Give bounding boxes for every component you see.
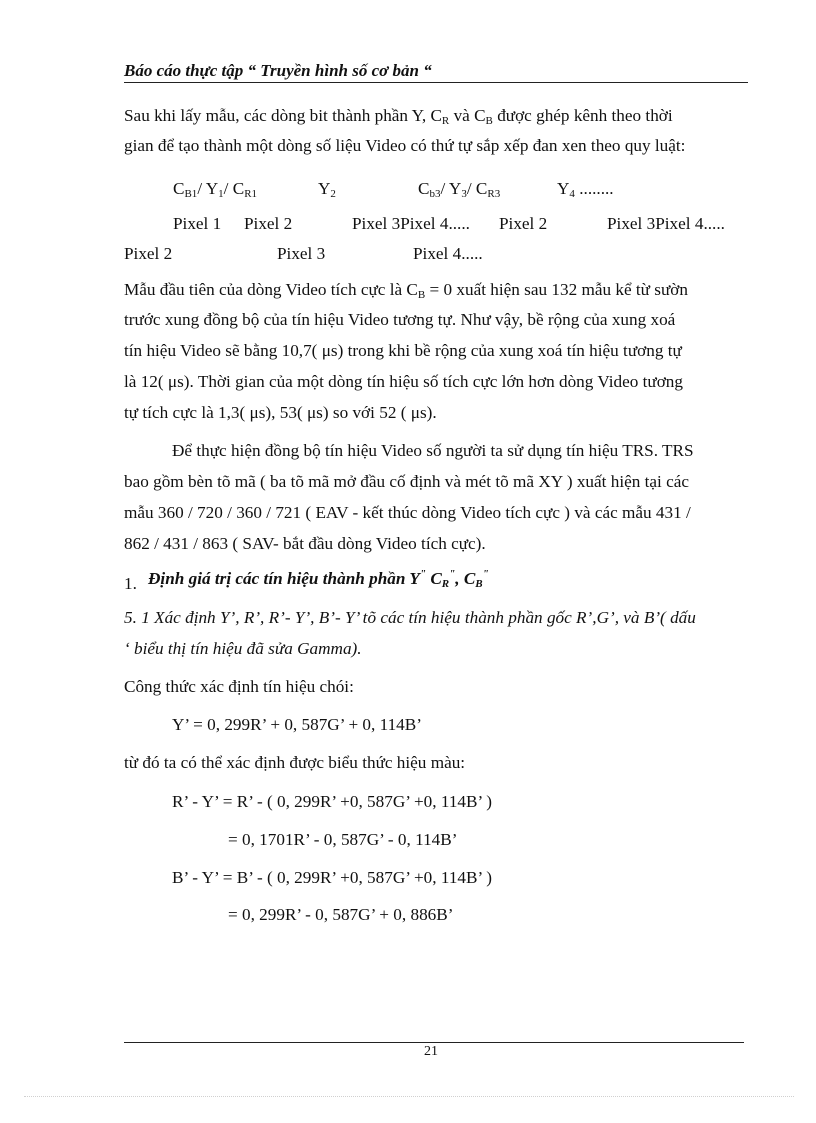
pixel-label: Pixel 1 xyxy=(173,214,222,233)
paragraph-1-line-3: tín hiệu Video sẽ bằng 10,7( μs) trong khi bề rộng của xung xoá tín hiệu tương tự xyxy=(124,341,682,360)
sequence-item-2 xyxy=(318,178,336,200)
pixel-label: Pixel 3 xyxy=(277,244,326,263)
running-header: Báo cáo thực tập “ Truyền hình số cơ bản “ xyxy=(124,61,432,80)
text-run: C xyxy=(173,179,185,198)
text-run: / Y xyxy=(440,179,462,198)
luma-formula: Y’ = 0, 299R’ + 0, 587G’ + 0, 114B’ xyxy=(172,715,422,734)
text-run: Sau khi lấy mẫu, các dòng bit thành phần Y, C xyxy=(124,106,442,125)
r-minus-y-formula-2: = 0, 1701R’ - 0, 587G’ - 0, 114B’ xyxy=(228,830,458,849)
subscript: R1 xyxy=(244,188,258,200)
paragraph-2-line-2: bao gồm bèn tõ mã ( ba tõ mã mở đầu cố định và mét tõ mã XY ) xuất hiện tại các xyxy=(124,472,689,491)
pixel-label: Pixel 2 xyxy=(499,214,548,233)
subscript: B xyxy=(417,289,426,301)
sequence-item-4 xyxy=(557,178,614,200)
text-run: Định giá trị các tín hiệu thành phần Y xyxy=(148,569,420,588)
text-run: Y xyxy=(557,179,570,198)
paragraph-1-line-4: là 12( μs). Thời gian của một dòng tín hiệu số tích cực lớn hơn dòng Video tương xyxy=(124,372,683,391)
subscript: b3 xyxy=(429,188,441,200)
paragraph-2-line-4: 862 / 431 / 863 ( SAV- bắt đầu dòng Video tích cực). xyxy=(124,534,486,553)
subscript: B xyxy=(485,115,493,127)
paragraph-1-line-1 xyxy=(124,279,688,301)
footer-rule xyxy=(124,1042,744,1043)
paragraph-1-line-2: trước xung đồng bộ của tín hiệu Video tương tự. Như vậy, bề rộng của xung xoá xyxy=(124,310,676,329)
pixel-label: Pixel 2 xyxy=(244,214,293,233)
intro-line-2: gian để tạo thành một dòng số liệu Video có thứ tự sắp xếp đan xen theo quy luật: xyxy=(124,136,686,155)
subscript: 4 xyxy=(569,188,575,200)
subscript: 3 xyxy=(461,188,467,200)
subscript: R3 xyxy=(487,188,501,200)
text-run: / Y xyxy=(197,179,219,198)
page-boundary xyxy=(24,1096,794,1097)
intro-line-1 xyxy=(124,105,673,127)
text-run: Y xyxy=(318,179,331,198)
subsection-line-1: 5. 1 Xác định Y’, R’, R’- Y’, B’- Y’ tõ các tín hiệu thành phần gốc R’,G’, và B’( dấu xyxy=(124,608,696,627)
b-minus-y-formula-2: = 0, 299R’ - 0, 587G’ + 0, 886B’ xyxy=(228,905,454,924)
text-run: được ghép kênh theo thời xyxy=(492,106,673,125)
pixel-label: Pixel 3Pixel 4..... xyxy=(607,214,725,233)
paragraph-2-line-3: mẫu 360 / 720 / 360 / 721 ( EAV - kết thúc dòng Video tích cực ) và các mẫu 431 / xyxy=(124,503,691,522)
subscript: 2 xyxy=(330,188,336,200)
text-run: = 0 xuất hiện sau 132 mẫu kể từ sườn xyxy=(425,280,688,299)
section-heading xyxy=(148,568,489,590)
b-minus-y-formula-1: B’ - Y’ = B’ - ( 0, 299R’ +0, 587G’ +0, 114B’ ) xyxy=(172,868,492,887)
subscript: 1 xyxy=(218,188,224,200)
text-run: Mẫu đầu tiên của dòng Video tích cực là C xyxy=(124,280,418,299)
text-run: / C xyxy=(223,179,245,198)
luma-intro: Công thức xác định tín hiệu chói: xyxy=(124,677,354,696)
text-run: C xyxy=(418,179,430,198)
text-run: , C xyxy=(455,569,476,588)
section-number: 1. xyxy=(124,574,137,593)
pixel-label: Pixel 3Pixel 4..... xyxy=(352,214,470,233)
subscript: B1 xyxy=(184,188,198,200)
header-rule xyxy=(124,82,748,83)
sequence-item-1 xyxy=(173,178,257,200)
superscript: " xyxy=(482,568,489,580)
paragraph-1-line-5: tự tích cực là 1,3( μs), 53( μs) so với 52 ( μs). xyxy=(124,403,437,422)
subscript: R xyxy=(441,115,450,127)
subsection-line-2: ‘ biểu thị tín hiệu đã sửa Gamma). xyxy=(124,639,362,658)
text-run: / C xyxy=(466,179,488,198)
paragraph-2-line-1: Để thực hiện đồng bộ tín hiệu Video số người ta sử dụng tín hiệu TRS. TRS xyxy=(172,441,694,460)
text-run: C xyxy=(426,569,442,588)
pixel-label: Pixel 4..... xyxy=(413,244,483,263)
text-run: và C xyxy=(449,106,486,125)
sequence-item-3 xyxy=(418,178,500,200)
superscript: " xyxy=(449,568,456,580)
page-number: 21 xyxy=(424,1044,438,1059)
pixel-label: Pixel 2 xyxy=(124,244,173,263)
color-diff-intro: từ đó ta có thể xác định được biểu thức hiệu màu: xyxy=(124,753,466,772)
r-minus-y-formula-1: R’ - Y’ = R’ - ( 0, 299R’ +0, 587G’ +0, 114B’ ) xyxy=(172,792,492,811)
subscript: R xyxy=(441,578,450,590)
subscript: B xyxy=(475,578,483,590)
superscript: " xyxy=(419,568,427,580)
text-run: ........ xyxy=(574,179,614,198)
